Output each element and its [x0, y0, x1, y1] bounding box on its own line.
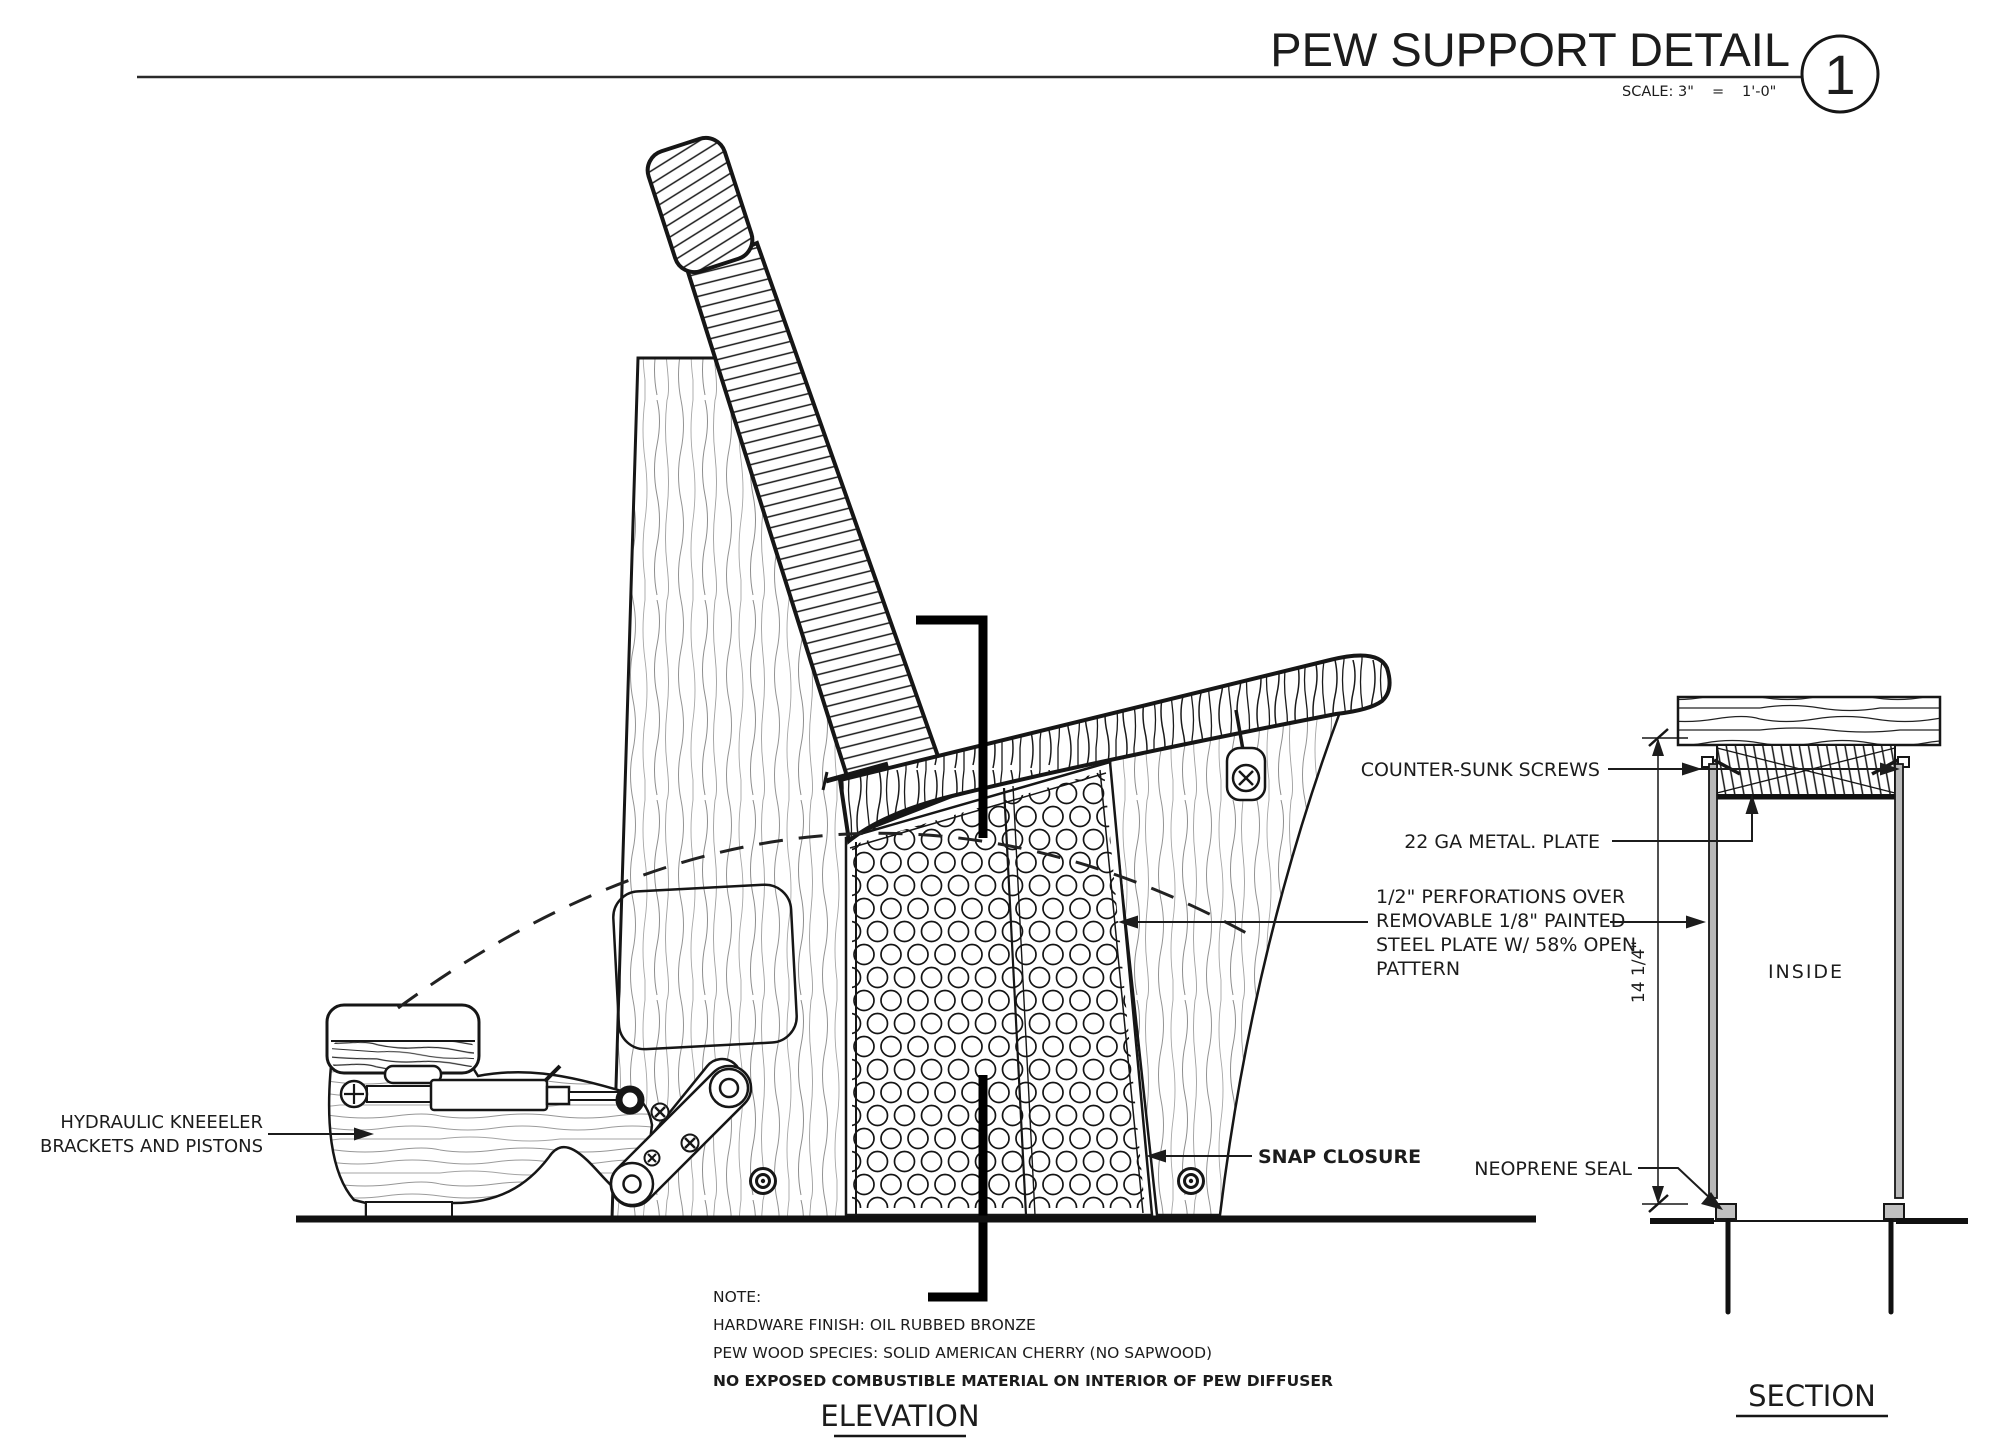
svg-text:COUNTER-SUNK SCREWS: COUNTER-SUNK SCREWS: [1360, 759, 1600, 781]
note-block: [713, 1288, 1333, 1390]
plate-right: [1895, 764, 1903, 1198]
section-cleat: [1714, 745, 1898, 797]
leader-arrow: [1682, 763, 1702, 776]
svg-text:PATTERN: PATTERN: [1376, 958, 1461, 980]
section-plates: [1702, 757, 1909, 1219]
piston-eye: [619, 1089, 641, 1111]
label-hydraulic-kneeler: [40, 1112, 374, 1157]
label-neoprene-seal: [1474, 1158, 1723, 1210]
svg-text:NO EXPOSED COMBUSTIBLE MATERIA: NO EXPOSED COMBUSTIBLE MATERIAL ON INTERIOR OF PEW DIFFUSER: [713, 1372, 1333, 1390]
svg-text:REMOVABLE 1/8" PAINTED: REMOVABLE 1/8" PAINTED: [1376, 910, 1626, 932]
svg-text:22 GA METAL. PLATE: 22 GA METAL. PLATE: [1404, 831, 1600, 853]
svg-text:1/2" PERFORATIONS OVER: 1/2" PERFORATIONS OVER: [1376, 886, 1626, 908]
svg-text:NOTE:: NOTE:: [713, 1288, 762, 1306]
svg-text:HYDRAULIC KNEEELER: HYDRAULIC KNEEELER: [60, 1112, 263, 1133]
scale-value: 1'-0": [1742, 84, 1777, 100]
height-dimension: [1629, 729, 1688, 1212]
detail-number: 1: [1824, 43, 1856, 106]
svg-text:ELEVATION: ELEVATION: [820, 1399, 980, 1433]
leader-arrow: [1686, 916, 1706, 929]
scale-label: SCALE: 3": [1622, 84, 1694, 100]
snap-fastener-left: [751, 1169, 776, 1194]
svg-text:BRACKETS AND PISTONS: BRACKETS AND PISTONS: [39, 1136, 263, 1157]
section-ground: [1650, 1221, 1968, 1312]
svg-text:14 1/4": 14 1/4": [1629, 940, 1649, 1004]
elevation-view: [40, 133, 1706, 1436]
section-seat-plank: [1678, 697, 1940, 745]
svg-text:HARDWARE FINISH: OIL RUBBED BR: HARDWARE FINISH: OIL RUBBED BRONZE: [713, 1316, 1036, 1334]
inside-label: INSIDE: [1767, 961, 1845, 983]
section-caption: [1736, 1379, 1888, 1416]
plate-left: [1709, 764, 1717, 1198]
svg-text:STEEL PLATE W/ 58% OPEN: STEEL PLATE W/ 58% OPEN: [1376, 934, 1637, 956]
neoprene-seal-right: [1884, 1204, 1904, 1219]
sheet-title: PEW SUPPORT DETAIL: [1270, 23, 1790, 76]
label-metal-plate: [1404, 794, 1758, 853]
leader-arrow: [1701, 1192, 1723, 1210]
svg-text:SNAP CLOSURE: SNAP CLOSURE: [1258, 1146, 1422, 1168]
title-block: [137, 23, 1878, 112]
section-view: [1361, 697, 1968, 1416]
scale-equals: =: [1712, 84, 1725, 100]
elevation-caption: [820, 1399, 979, 1436]
snap-fastener-right: [1179, 1169, 1204, 1194]
svg-text:NEOPRENE SEAL: NEOPRENE SEAL: [1474, 1158, 1632, 1180]
svg-text:SECTION: SECTION: [1748, 1379, 1876, 1413]
svg-text:PEW WOOD SPECIES: SOLID AMERIC: PEW WOOD SPECIES: SOLID AMERICAN CHERRY (NO SAPWOOD): [713, 1344, 1213, 1362]
